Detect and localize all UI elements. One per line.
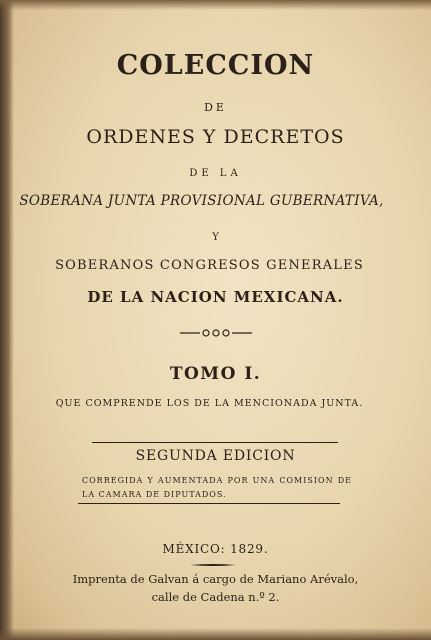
title-connector-dela: DE LA (189, 168, 242, 179)
edition-note: CORREGIDA Y AUMENTADA POR UNA COMISION DE LA CAMARA DE DIPUTADOS. (82, 476, 352, 499)
imprint-address: calle de Cadena n.º 2. (151, 590, 280, 604)
edition-rule-top (92, 442, 338, 443)
book-title: COLECCION (116, 50, 315, 81)
imprint-printer: Imprenta de Galvan á cargo de Mariano Arévalo, (72, 572, 359, 586)
subtitle-congresos: SOBERANOS CONGRESOS GENERALES (55, 258, 364, 273)
imprint-rule (190, 563, 236, 567)
subtitle-soberana-junta: SOBERANA JUNTA PROVISIONAL GUBERNATIVA, (19, 193, 384, 209)
page-top-shadow (0, 0, 431, 10)
page-bottom-shadow (0, 628, 431, 640)
volume-heading: TOMO I. (169, 364, 262, 384)
title-connector-de: DE (204, 101, 227, 114)
title-connector-y: Y (212, 232, 219, 243)
ornament-flourish-icon (180, 327, 252, 339)
imprint-place-date: MÉXICO: 1829. (162, 542, 269, 556)
subtitle-ordenes: ORDENES Y DECRETOS (86, 126, 345, 148)
volume-description: QUE COMPRENDE LOS DE LA MENCIONADA JUNTA. (55, 398, 364, 409)
edition-rule-bottom (78, 503, 340, 504)
subtitle-nacion: DE LA NACION MEXICANA. (87, 288, 344, 306)
edition-heading: SEGUNDA EDICION (135, 448, 296, 464)
